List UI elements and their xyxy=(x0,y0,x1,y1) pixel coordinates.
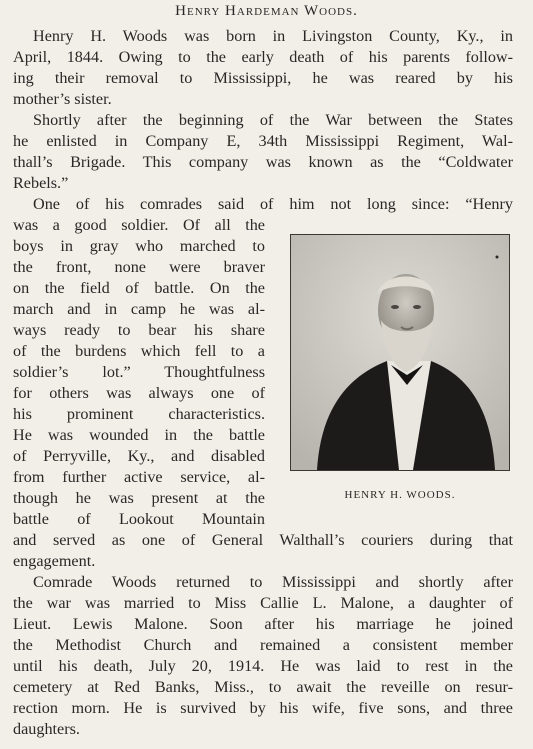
text-line: Henry H. Woods was born in Livingston County, Ky., in xyxy=(33,27,513,45)
text-line: for others was always one of xyxy=(13,384,265,402)
text-line: march and in camp he was al- xyxy=(13,300,265,318)
text-line: ways ready to bear his share xyxy=(13,321,265,339)
text-line: thall’s Brigade. This company was known as the “Coldwater xyxy=(13,153,513,171)
portrait-illustration xyxy=(291,235,509,470)
text-line: from further active service, al- xyxy=(13,468,265,486)
text-line: boys in gray who marched to xyxy=(13,237,265,255)
photo-caption: HENRY H. WOODS. xyxy=(344,489,456,501)
text-line: and served as one of General Walthall’s couriers during that xyxy=(13,531,513,549)
text-line: mother’s sister. xyxy=(13,90,112,108)
text-line: battle of Lookout Mountain xyxy=(13,510,265,528)
text-line: the front, none were braver xyxy=(13,258,265,276)
text-line: his prominent characteristics. xyxy=(13,405,265,423)
text-line: ing their removal to Mississippi, he was reared by his xyxy=(13,69,513,87)
text-line: Comrade Woods returned to Mississippi and shortly after xyxy=(33,573,513,591)
text-line: of the burdens which fell to a xyxy=(13,342,265,360)
text-line: though he was present at the xyxy=(13,489,265,507)
text-line: Shortly after the beginning of the War between the States xyxy=(33,111,513,129)
text-line: soldier’s lot.” Thoughtfulness xyxy=(13,363,265,381)
text-line: the Methodist Church and remained a consistent member xyxy=(13,636,513,654)
text-line: the war was married to Miss Callie L. Malone, a daughter of xyxy=(13,594,513,612)
text-line: Lieut. Lewis Malone. Soon after his marriage he joined xyxy=(13,615,513,633)
text-line: of Perryville, Ky., and disabled xyxy=(13,447,265,465)
text-line: was a good soldier. Of all the xyxy=(13,216,265,234)
text-line: cemetery at Red Banks, Miss., to await the reveille on resur- xyxy=(13,678,513,696)
text-line: engagement. xyxy=(13,552,96,570)
text-line: daughters. xyxy=(13,720,80,738)
text-line: he enlisted in Company E, 34th Mississippi Regiment, Wal- xyxy=(13,132,513,150)
text-line: Rebels.” xyxy=(13,174,69,192)
text-line: until his death, July 20, 1914. He was laid to rest in the xyxy=(13,657,513,675)
text-line: rection morn. He is survived by his wife, five sons, and three xyxy=(13,699,513,717)
text-line: on the field of battle. On the xyxy=(13,279,265,297)
text-line: April, 1844. Owing to the early death of his parents follow- xyxy=(13,48,513,66)
portrait-photo xyxy=(290,234,510,471)
article-title: Henry Hardeman Woods. xyxy=(175,3,358,19)
text-line: One of his comrades said of him not long since: “Henry xyxy=(33,195,513,213)
text-line: He was wounded in the battle xyxy=(13,426,265,444)
